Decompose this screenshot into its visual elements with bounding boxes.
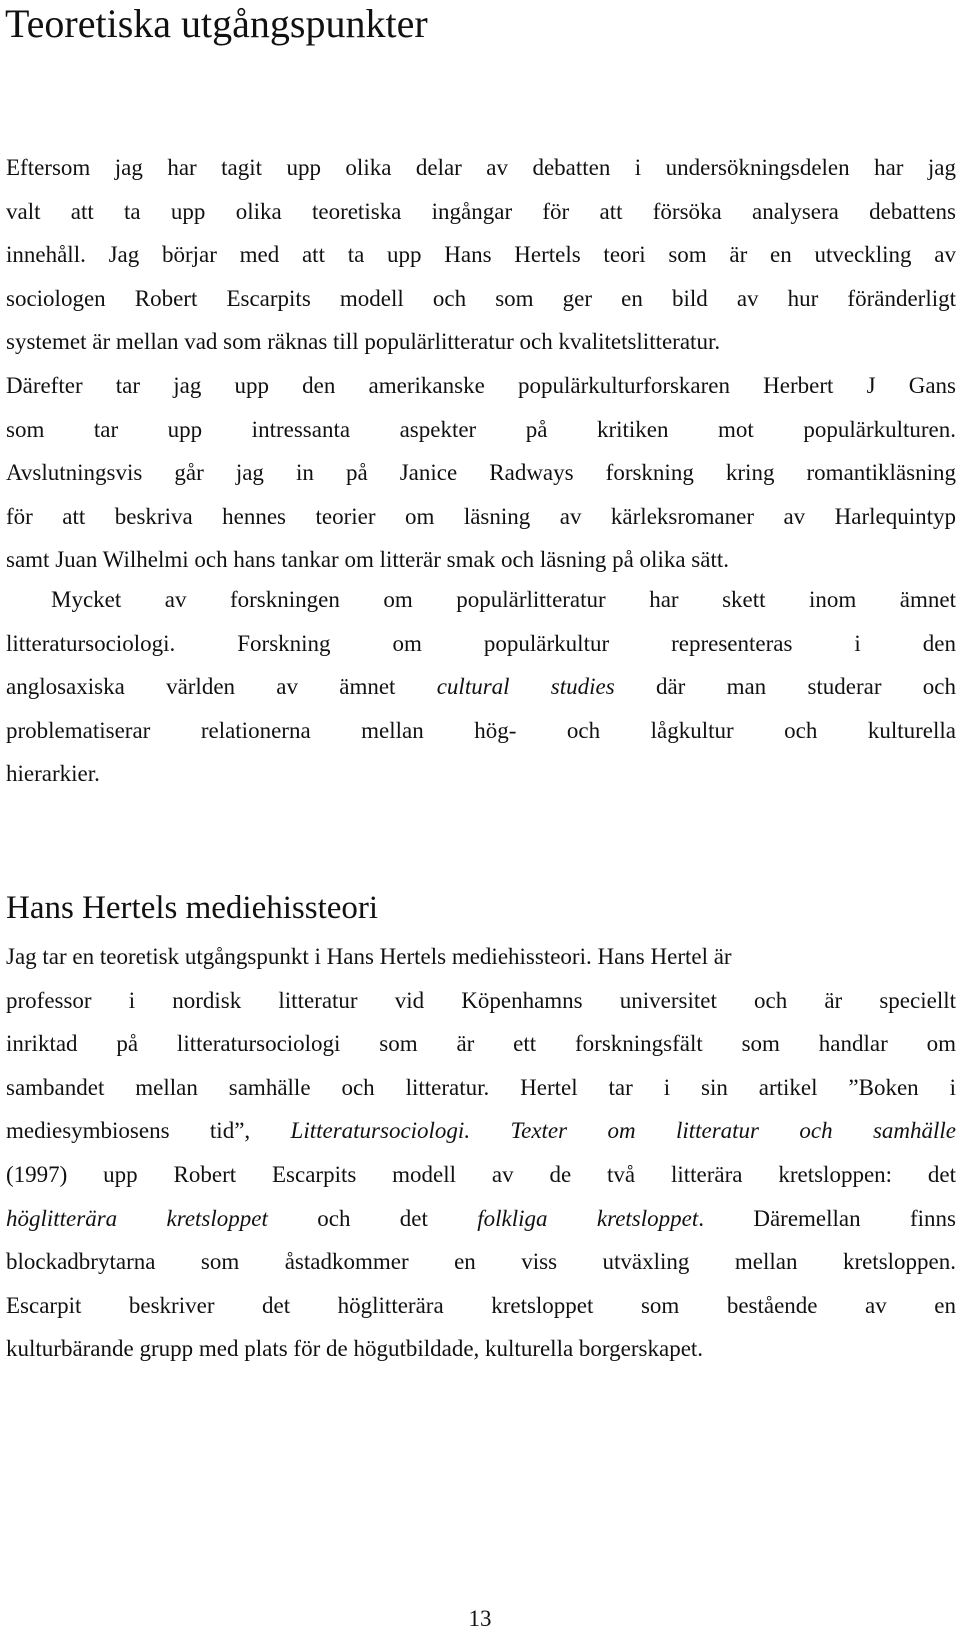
hertel-paragraph [6, 935, 956, 1371]
text-line: Avslutningsvis går jag in på Janice Radways forskning kring romantikläsning [6, 460, 956, 486]
text-run: och det [267, 1205, 478, 1231]
text-run: . Däremellan finns [698, 1205, 956, 1231]
text-line: kulturbärande grupp med plats för de högutbildade, kulturella borgerskapet. [6, 1336, 704, 1362]
text-line: Därefter tar jag upp den amerikanske populärkulturforskaren Herbert J Gans [6, 372, 956, 398]
page-title: Teoretiska utgångspunkter [5, 1, 428, 46]
text-line: sociologen Robert Escarpits modell och som ger en bild av hur föränderligt [6, 285, 956, 311]
text-run: mediesymbiosens tid”, [6, 1118, 291, 1144]
text-line: som tar upp intressanta aspekter på kritiken mot populärkulturen. [6, 416, 956, 442]
page-number: 13 [468, 1606, 492, 1631]
italic-term: folkliga kretsloppet [477, 1205, 699, 1231]
text-line: innehåll. Jag börjar med att ta upp Hans Hertels teori som är en utveckling av [6, 242, 956, 268]
text-line [6, 1109, 956, 1153]
intro-paragraph [6, 146, 956, 582]
text-line: litteratursociologi. Forskning om populärkultur representeras i den [6, 630, 956, 656]
text-line: sambandet mellan samhälle och litteratur. Hertel tar i sin artikel ”Boken i [6, 1074, 956, 1100]
text-line: Jag tar en teoretisk utgångspunkt i Hans Hertels mediehissteori. Hans Hertel är [6, 944, 732, 969]
text-run: anglosaxiska världen av ämnet [6, 674, 437, 700]
text-line: samt Juan Wilhelmi och hans tankar om litterär smak och läsning på olika sätt. [6, 547, 729, 573]
section-heading: Hans Hertels mediehissteori [6, 890, 379, 926]
text-line: valt att ta upp olika teoretiska ingångar för att försöka analysera debattens [6, 198, 956, 224]
text-line: professor i nordisk litteratur vid Köpenhamns universitet och är speciellt [6, 987, 956, 1013]
text-line: Mycket av forskningen om populärlitteratur har skett inom ämnet [51, 587, 956, 612]
italic-term: cultural studies [436, 674, 615, 700]
italic-term: höglitterära kretsloppet [6, 1205, 268, 1231]
italic-title: Litteratursociologi. Texter om litteratur och samhälle [290, 1118, 957, 1144]
text-line [6, 665, 956, 709]
text-line: (1997) upp Robert Escarpits modell av de två litterära kretsloppen: det [6, 1161, 956, 1187]
text-line: inriktad på litteratursociologi som är ett forskningsfält som handlar om [6, 1031, 956, 1057]
research-paragraph [6, 578, 956, 796]
text-line: problematiserar relationerna mellan hög- och lågkultur och kulturella [6, 717, 956, 743]
text-line: hierarkier. [6, 761, 100, 787]
text-line: systemet är mellan vad som räknas till populärlitteratur och kvalitetslitteratur. [6, 329, 721, 355]
text-line: Escarpit beskriver det höglitterära kretsloppet som bestående av en [6, 1292, 956, 1318]
text-run: där man studerar och [614, 674, 956, 700]
text-line: för att beskriva hennes teorier om läsning av kärleksromaner av Harlequintyp [6, 503, 956, 529]
text-line: blockadbrytarna som åstadkommer en viss utväxling mellan kretsloppen. [6, 1249, 956, 1275]
text-line: Eftersom jag har tagit upp olika delar av debatten i undersökningsdelen har jag [6, 155, 956, 180]
text-line [6, 1197, 956, 1241]
